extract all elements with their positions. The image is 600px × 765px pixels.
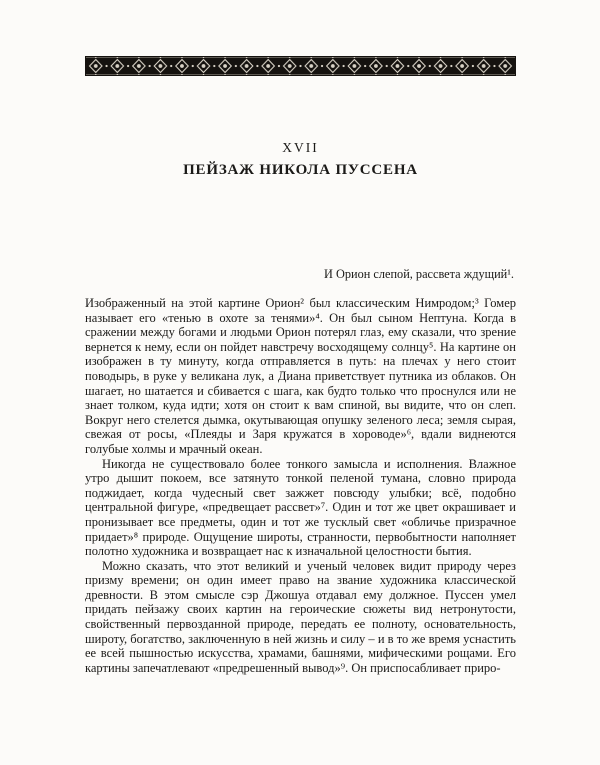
body-text [85, 296, 516, 675]
paragraph-2: Никогда не существовало более тонкого замысла и исполнения. Влажное утро дышит покоем, все затянуто тонкой пеленой тумана, словно природа поджидает, когда чудесный свет зажжет повсюду улыбки; всё, подобно центральной фигуре, «предвещает рассвет»⁷. Один и тот же цвет окрашивает и пронизывает все предметы, один и тот же тусклый свет «обличье призрачное придает»⁸ природе. Ощущение широты, странности, первобытности наполняет полотно художника и возвращает нас к изначальной целостности бытия. [85, 456, 516, 559]
text-block [85, 56, 516, 675]
paragraph-3: Можно сказать, что этот великий и ученый человек видит природу через призму времени; он один имеет право на звание художника классической древности. В этом смысле сэр Джошуа отдавал ему должное. Пуссен умел придать пейзажу своих картин на героические сюжеты вид нетронутости, свойственный первозданной природе, передать ее полноту, основательность, широту, богатство, заключенную в ней жизнь и силу – и в то же время уснастить ее всей пышностью искусства, храмами, башнями, мифическими рощами. Его картины запечатлевают «предрешенный вывод»⁹. Он приспосабливает приро- [85, 558, 516, 675]
chapter-title: ПЕЙЗАЖ НИКОЛА ПУССЕНА [183, 162, 418, 178]
epigraph: И Орион слепой, рассвета ждущий¹. [324, 267, 514, 281]
ornament-pattern-icon [85, 56, 516, 76]
header-ornament-band [85, 56, 516, 76]
paragraph-1: Изображенный на этой картине Орион² был классическим Нимродом;³ Гомер называет его «тенью в охоте за тенями»⁴. Он был сыном Нептуна. Когда в сражении между богами и людьми Орион потерял глаз, ему сказали, что зрение вернется к нему, если он пойдет навстречу восходящему солнцу⁵. На картине он изображен в ту минуту, когда отправляется в путь: на плечах у него стоит поводырь, в руке у великана лук, а Диана приветствует путника из облаков. Он шагает, но шатается и сбивается с шага, как будто только что проснулся или не знает толком, куда идти; хотя он стоит к вам спиной, вы видите, что он слеп. Вокруг него стелется дымка, окутывающая опушку зеленого леса; земля сырая, свежая от росы, «Плеяды и Заря кружатся в хороводе»⁶, вдали виднеются голубые холмы и мрачный океан. [85, 296, 516, 456]
chapter-number: XVII [282, 140, 319, 155]
